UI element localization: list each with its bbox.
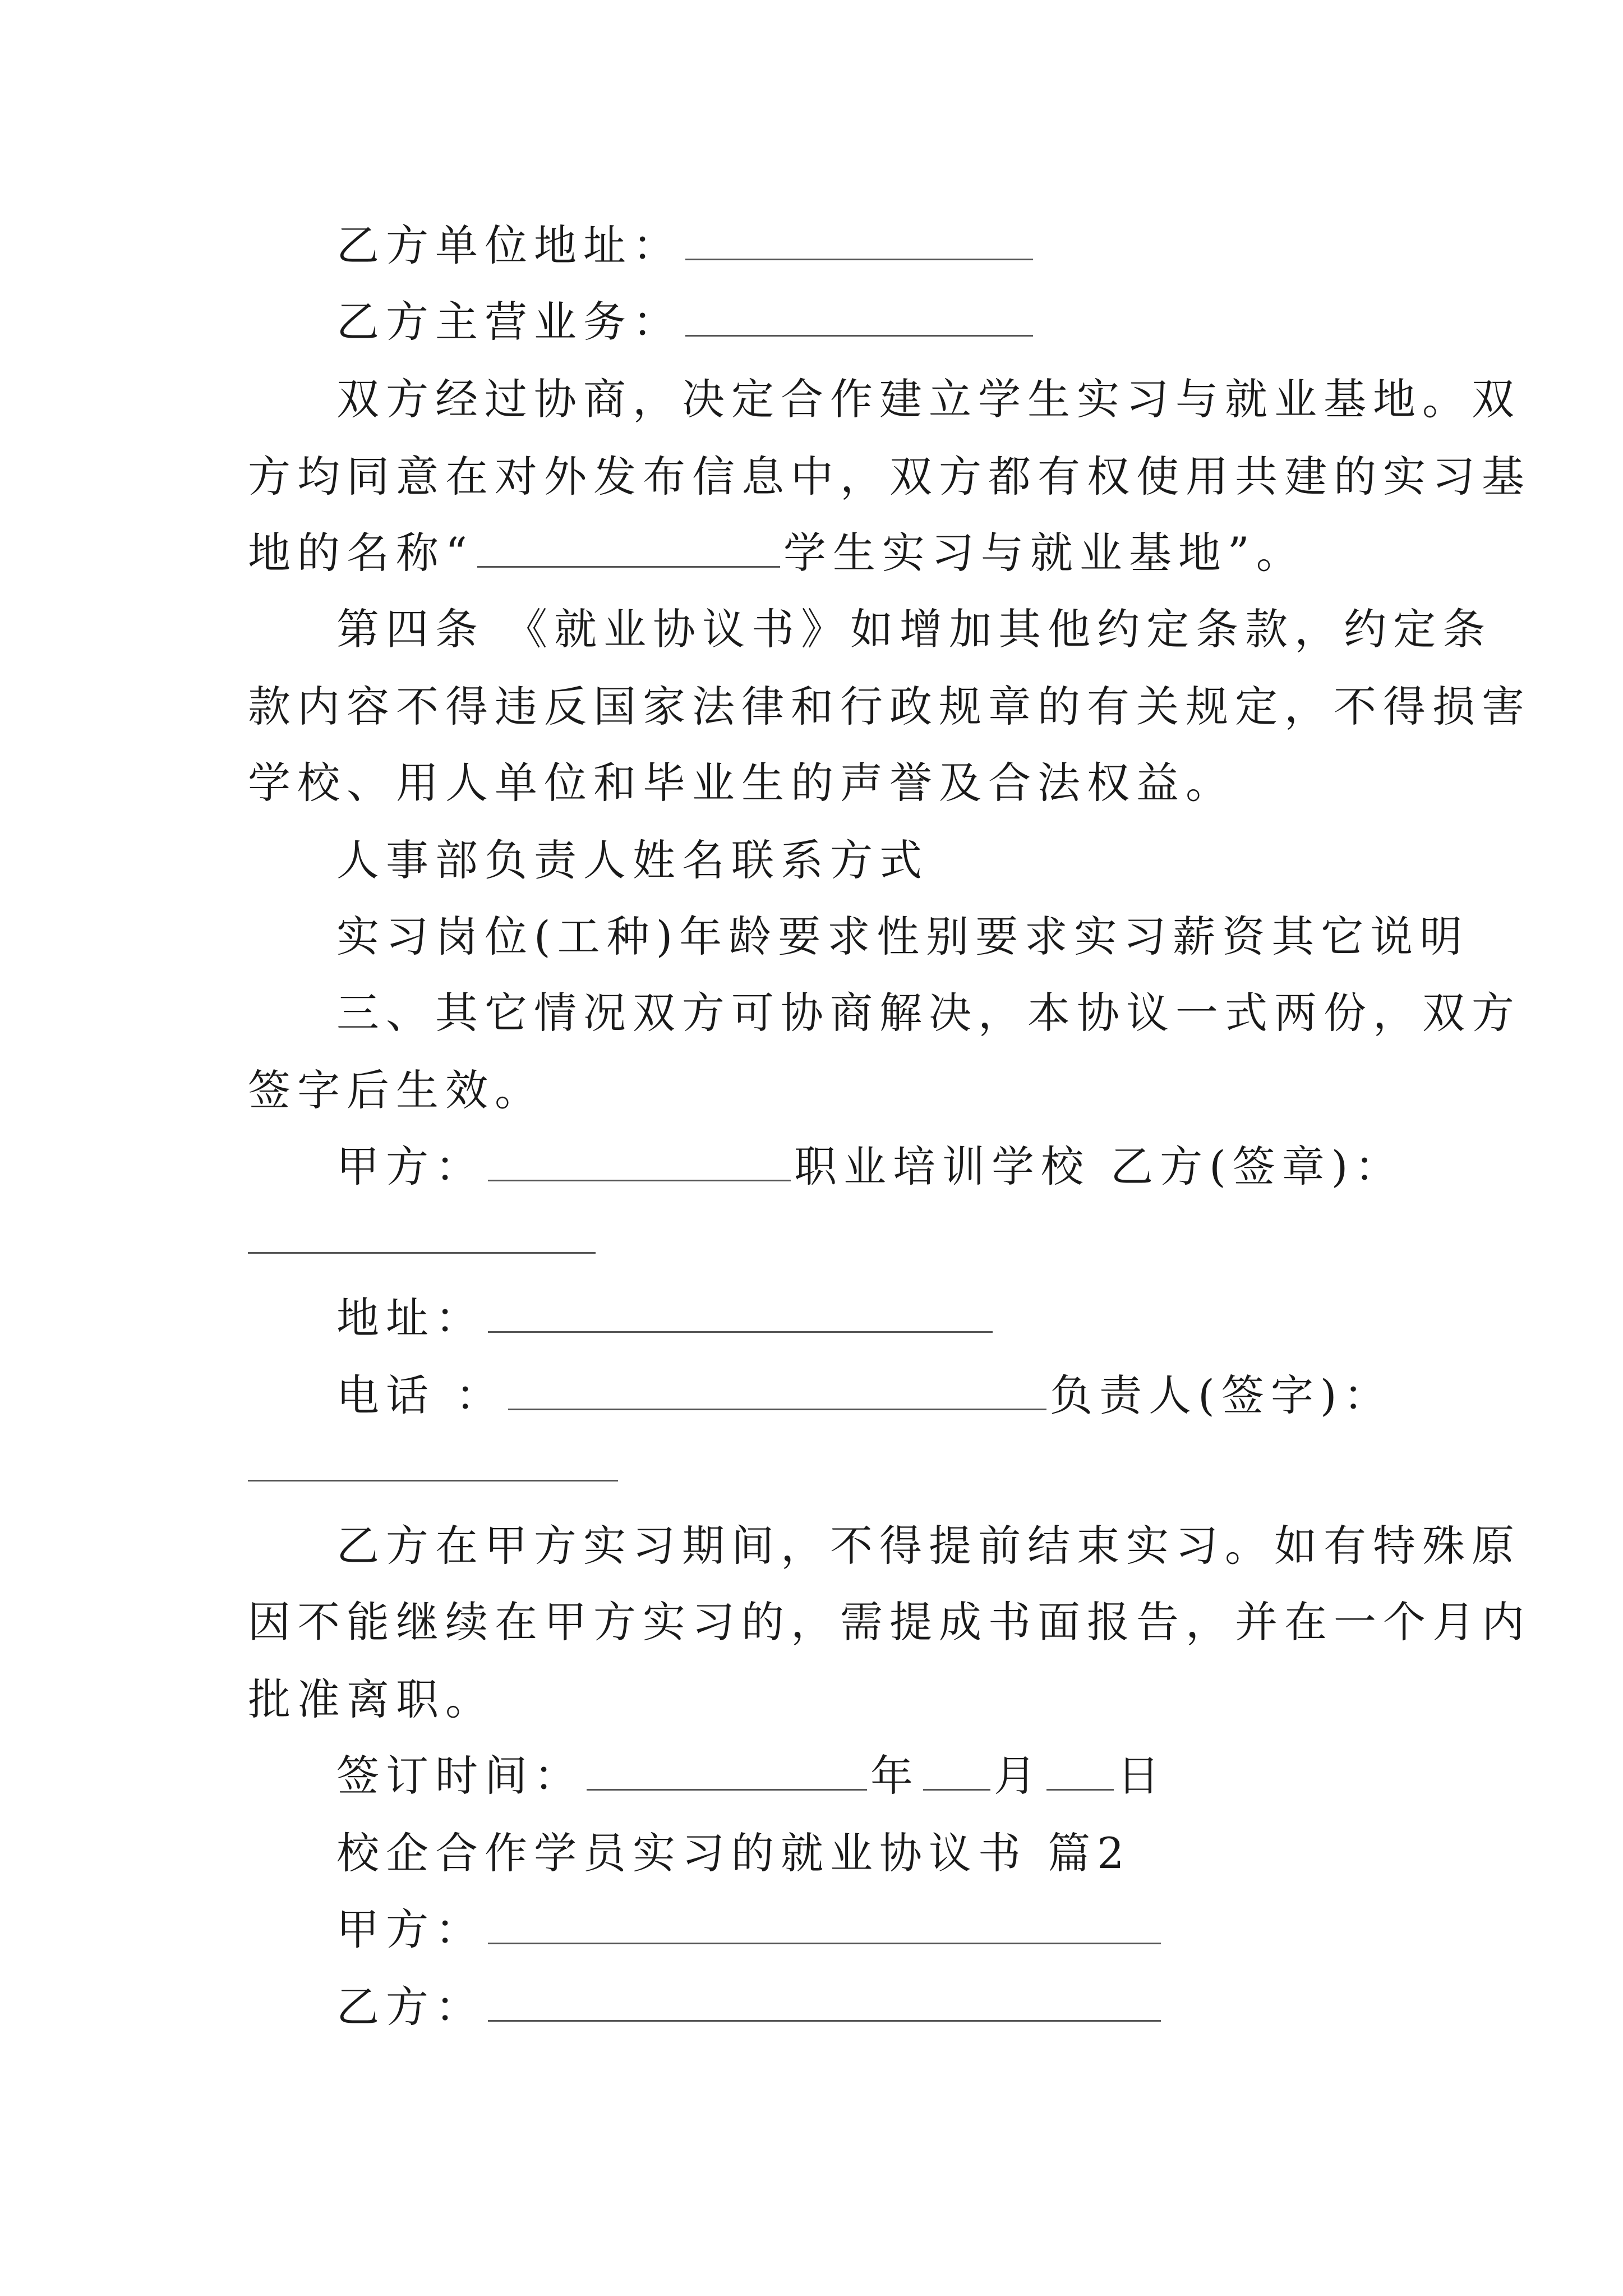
party-b-business-line bbox=[336, 294, 1036, 350]
party-b-line bbox=[336, 1979, 1164, 2035]
position-requirements-line: 实习岗位(工种)年龄要求性别要求实习薪资其它说明 bbox=[336, 912, 1469, 961]
party-a-sign-line bbox=[336, 1139, 1404, 1195]
paragraph-line: 双方经过协商，决定合作建立学生实习与就业基地。双 bbox=[336, 374, 1521, 424]
base-name-prefix: 地的名称“ bbox=[248, 528, 474, 578]
day-label: 日 bbox=[1117, 1751, 1166, 1801]
school-and-party-b-seal-label: 职业培训学校 乙方(签章)： bbox=[794, 1142, 1404, 1191]
responsible-person-blank bbox=[248, 1480, 618, 1481]
paragraph-line: 因不能继续在甲方实习的，需提成书面报告，并在一个月内 bbox=[248, 1597, 1531, 1647]
address-label: 地址： bbox=[336, 1293, 485, 1343]
paragraph-line: 批准离职。 bbox=[248, 1674, 495, 1724]
party-b-label-2: 乙方： bbox=[336, 1982, 485, 2032]
party-b-business-label: 乙方主营业务： bbox=[336, 297, 682, 347]
phone-label: 电话 ： bbox=[336, 1370, 505, 1420]
address-blank bbox=[488, 1296, 993, 1333]
base-name-suffix: 学生实习与就业基地”。 bbox=[783, 528, 1306, 578]
paragraph-line: 三、其它情况双方可协商解决，本协议一式两份，双方 bbox=[336, 988, 1521, 1038]
article-four-line: 第四条 《就业协议书》如增加其他约定条款，约定条 bbox=[336, 604, 1492, 654]
year-blank bbox=[587, 1754, 867, 1791]
hr-contact-line: 人事部负责人姓名联系方式 bbox=[336, 835, 929, 885]
paragraph-line: 学校、用人单位和毕业生的声誉及合法权益。 bbox=[248, 758, 1235, 808]
base-name-line bbox=[248, 525, 1306, 581]
day-blank bbox=[1046, 1754, 1114, 1791]
party-b-seal-blank bbox=[248, 1252, 596, 1254]
party-a-line bbox=[336, 1902, 1164, 1958]
phone-line bbox=[336, 1368, 1393, 1424]
month-blank bbox=[923, 1754, 990, 1791]
party-b-business-blank bbox=[685, 300, 1033, 337]
party-b-address-blank bbox=[685, 224, 1033, 260]
party-a-blank bbox=[488, 1145, 791, 1181]
base-name-blank bbox=[477, 531, 780, 568]
signing-date-line bbox=[336, 1748, 1166, 1804]
responsible-person-label: 负责人(签字)： bbox=[1050, 1370, 1393, 1420]
month-label: 月 bbox=[994, 1751, 1043, 1801]
paragraph-line: 款内容不得违反国家法律和行政规章的有关规定，不得损害 bbox=[248, 682, 1531, 731]
section-title: 校企合作学员实习的就业协议书 篇2 bbox=[336, 1828, 1131, 1878]
party-a-label: 甲方： bbox=[336, 1142, 485, 1191]
signing-date-label: 签订时间： bbox=[336, 1751, 583, 1801]
phone-blank bbox=[508, 1374, 1046, 1410]
year-label: 年 bbox=[870, 1751, 920, 1801]
party-b-blank-2 bbox=[488, 1985, 1161, 2022]
paragraph-line: 乙方在甲方实习期间，不得提前结束实习。如有特殊原 bbox=[336, 1521, 1521, 1571]
party-b-address-label: 乙方单位地址： bbox=[336, 220, 682, 270]
party-b-address-line bbox=[336, 218, 1036, 274]
party-a-label-2: 甲方： bbox=[336, 1904, 485, 1954]
address-line bbox=[336, 1290, 996, 1346]
paragraph-line: 方均同意在对外发布信息中，双方都有权使用共建的实习基 bbox=[248, 452, 1531, 501]
party-a-blank-2 bbox=[488, 1908, 1161, 1944]
paragraph-line: 签字后生效。 bbox=[248, 1065, 544, 1115]
